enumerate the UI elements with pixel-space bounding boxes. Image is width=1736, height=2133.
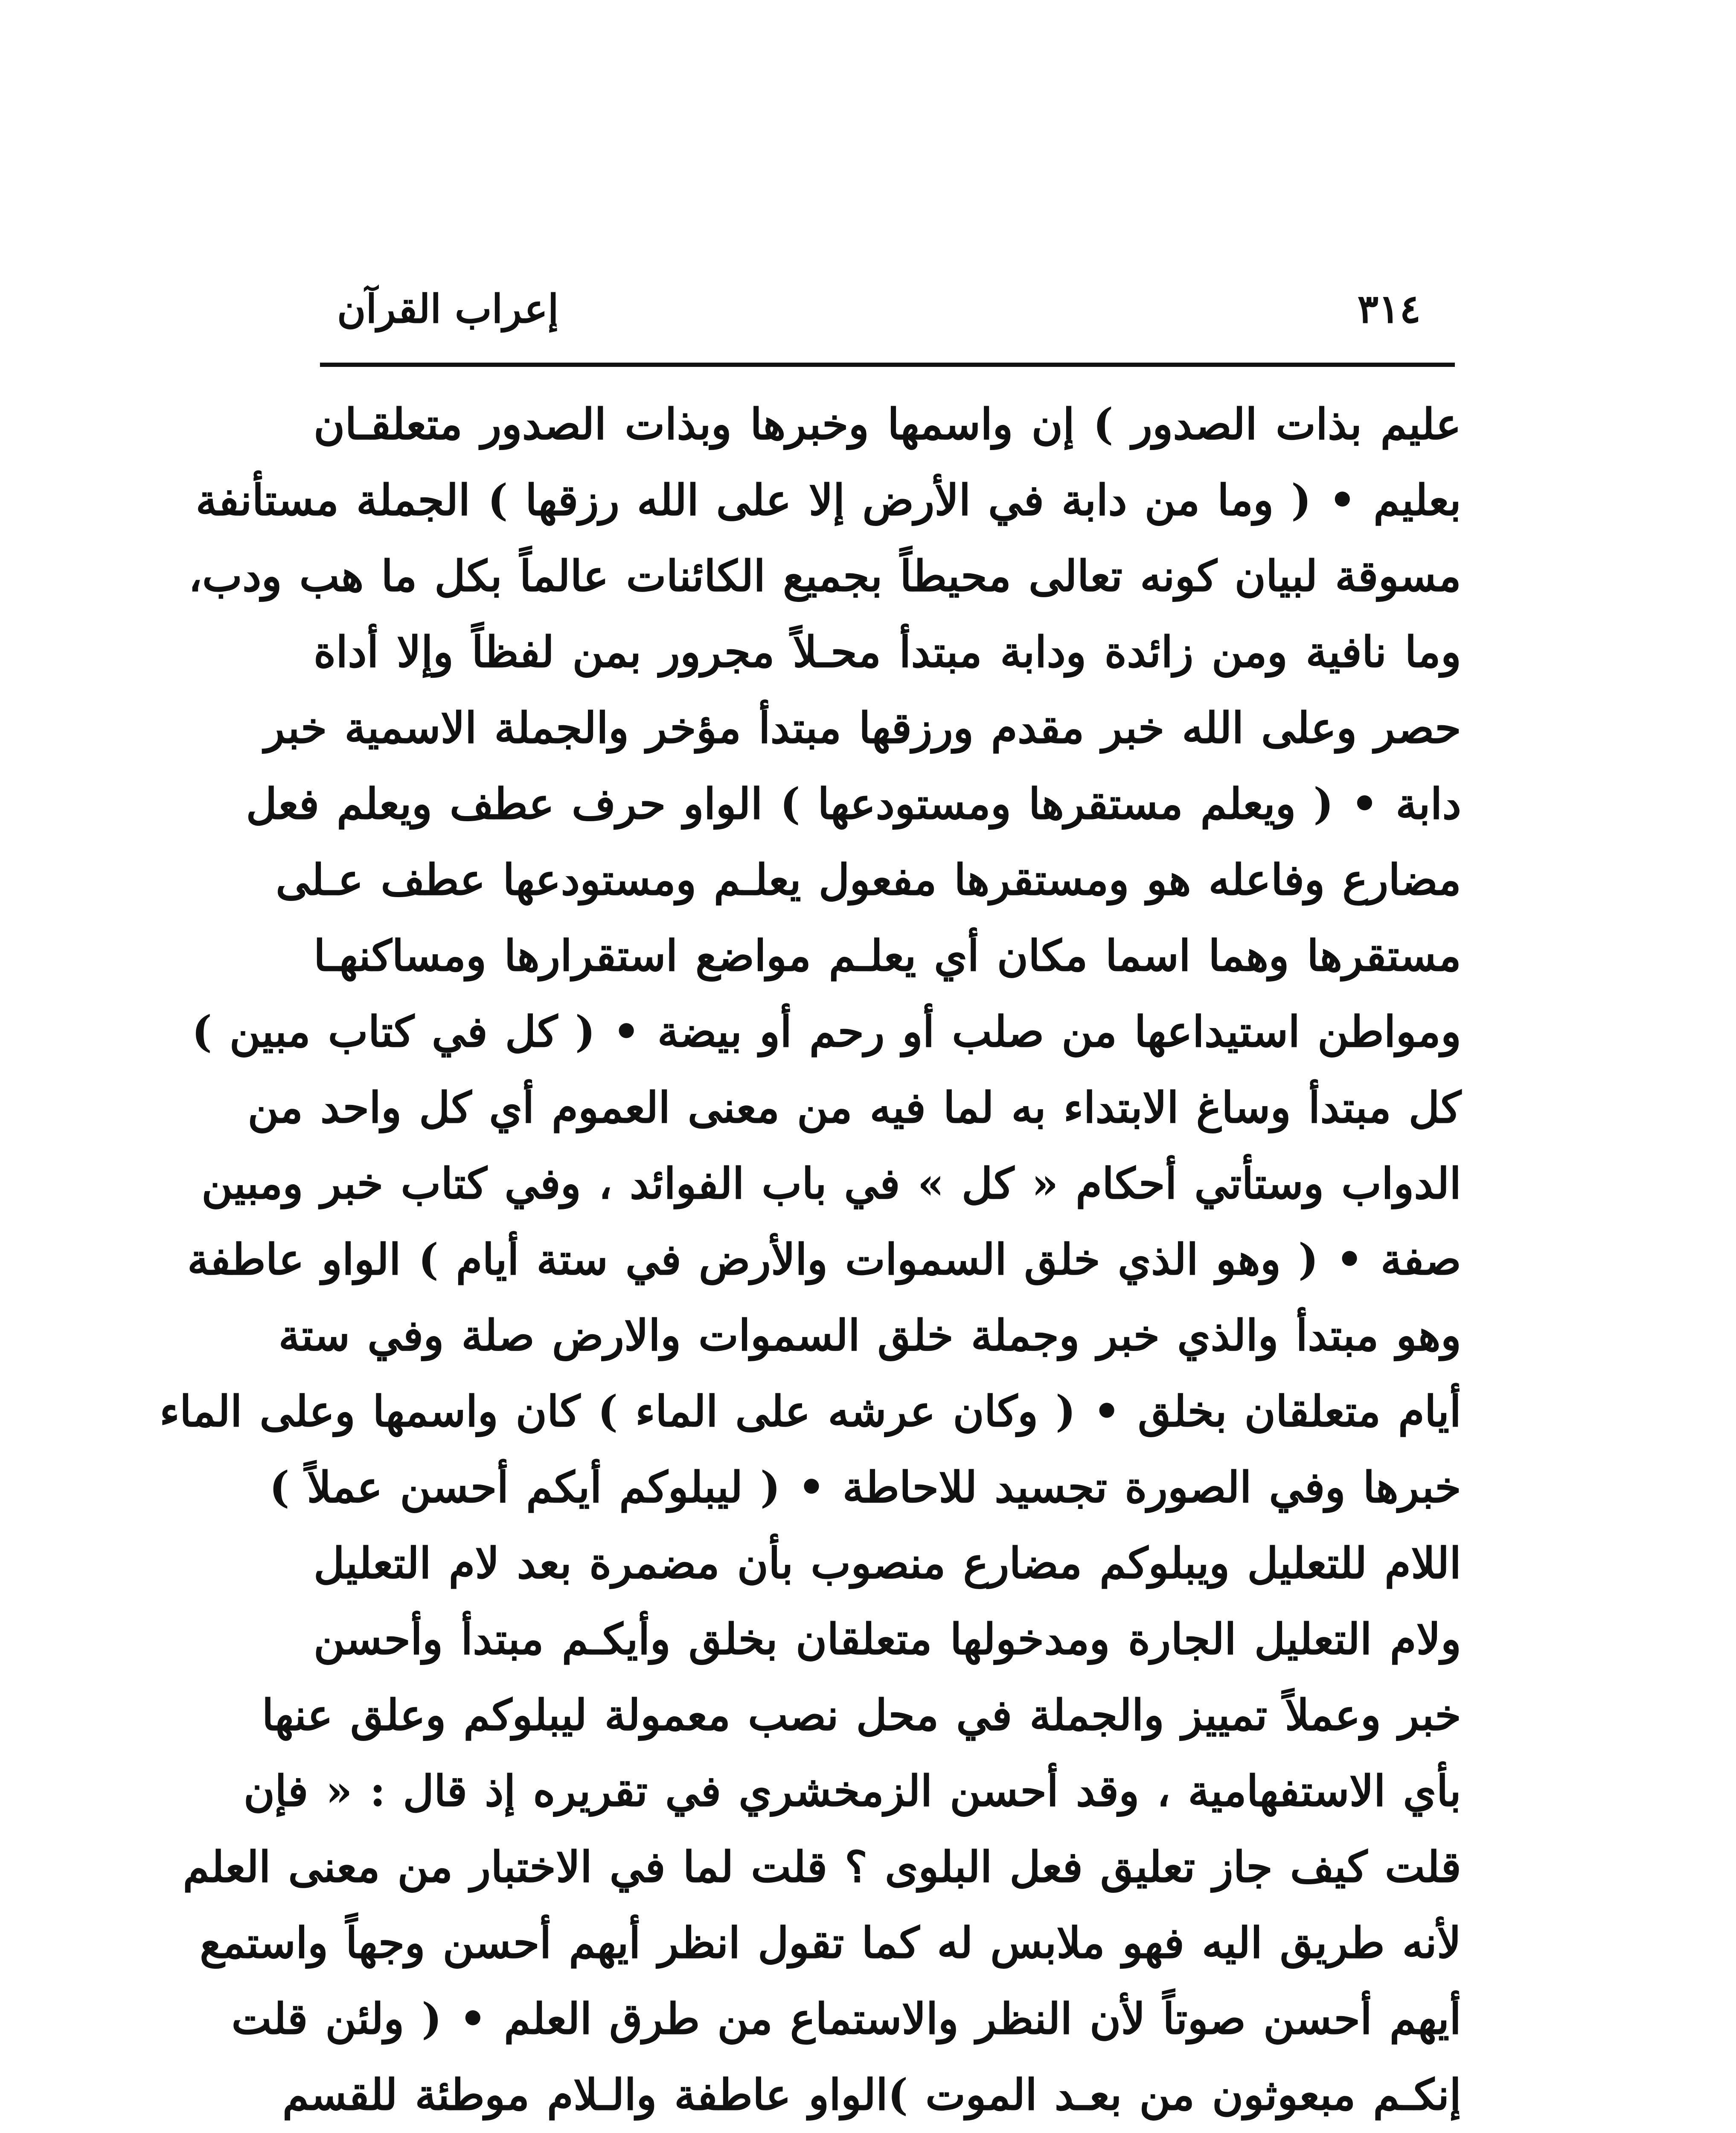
text-line: الدواب وستأتي أحكام « كل » في باب الفوائد ، وفي كتاب خبر ومبين (201, 1158, 1461, 1209)
header-divider (320, 363, 1455, 367)
running-title: إعراب القرآن (337, 286, 559, 332)
body-text (159, 386, 1461, 2133)
text-line: إنكـم مبعوثون من بعـد الموت )الواو عاطفة والـلام موطئة للقسم (282, 2069, 1461, 2120)
text-line: أيهم أحسن صوتاً لأن النظر والاستماع من طرق العلم • ( ولئن قلت (231, 1994, 1461, 2044)
page-number: ٣١٤ (1357, 286, 1421, 332)
text-line: خبرها وفي الصورة تجسيد للاحاطة • ( ليبلوكم أيكم أحسن عملاً ) (269, 1462, 1461, 1512)
page-header (320, 282, 1455, 350)
text-line: عليم بذات الصدور ) إن واسمها وخبرها وبذات الصدور متعلقـان (314, 399, 1461, 449)
text-line: أيام متعلقان بخلق • ( وكان عرشه على الماء ) كان واسمها وعلى الماء (159, 1386, 1461, 1436)
text-line: دابة • ( ويعلم مستقرها ومستودعها ) الواو حرف عطف ويعلم فعل (246, 779, 1461, 829)
text-line: خبر وعملاً تمييز والجملة في محل نصب معمولة ليبلوكم وعلق عنها (262, 1690, 1461, 1740)
text-line: كل مبتدأ وساغ الابتداء به لما فيه من معنى العموم أي كل واحد من (247, 1082, 1461, 1133)
text-line: ولام التعليل الجارة ومدخولها متعلقان بخلق وأيكـم مبتدأ وأحسن (314, 1614, 1461, 1664)
text-line: قلت كيف جاز تعليق فعل البلوى ؟ قلت لما في الاختبار من معنى العلم (183, 1842, 1461, 1892)
text-line: حصر وعلى الله خبر مقدم ورزقها مبتدأ مؤخر والجملة الاسمية خبر (264, 703, 1461, 753)
text-line: بأي الاستفهامية ، وقد أحسن الزمخشري في تقريره إذ قال : « فإن (243, 1766, 1461, 1816)
text-line: وهو مبتدأ والذي خبر وجملة خلق السموات والارض صلة وفي ستة (278, 1310, 1461, 1360)
text-line: لأنه طريق اليه فهو ملابس له كما تقول انظر أيهم أحسن وجهاً واستمع (200, 1918, 1461, 1968)
text-line: مستقرها وهما اسما مكان أي يعلـم مواضع استقرارها ومساكنهـا (314, 930, 1461, 981)
text-line: صفة • ( وهو الذي خلق السموات والأرض في ستة أيام ) الواو عاطفة (187, 1234, 1461, 1284)
text-line: بعليم • ( وما من دابة في الأرض إلا على الله رزقها ) الجملة مستأنفة (195, 475, 1461, 525)
text-line: اللام للتعليل ويبلوكم مضارع منصوب بأن مضمرة بعد لام التعليل (314, 1538, 1461, 1588)
text-line: مضارع وفاعله هو ومستقرها مفعول يعلـم ومستودعها عطف عـلى (276, 854, 1461, 905)
text-line: وما نافية ومن زائدة ودابة مبتدأ محـلاً مجرور بمن لفظاً وإلا أداة (314, 627, 1461, 677)
text-line: ومواطن استيداعها من صلب أو رحم أو بيضة • ( كل في كتاب مبين ) (192, 1006, 1461, 1057)
text-line: مسوقة لبيان كونه تعالى محيطاً بجميع الكائنات عالماً بكل ما هب ودب، (188, 551, 1461, 601)
